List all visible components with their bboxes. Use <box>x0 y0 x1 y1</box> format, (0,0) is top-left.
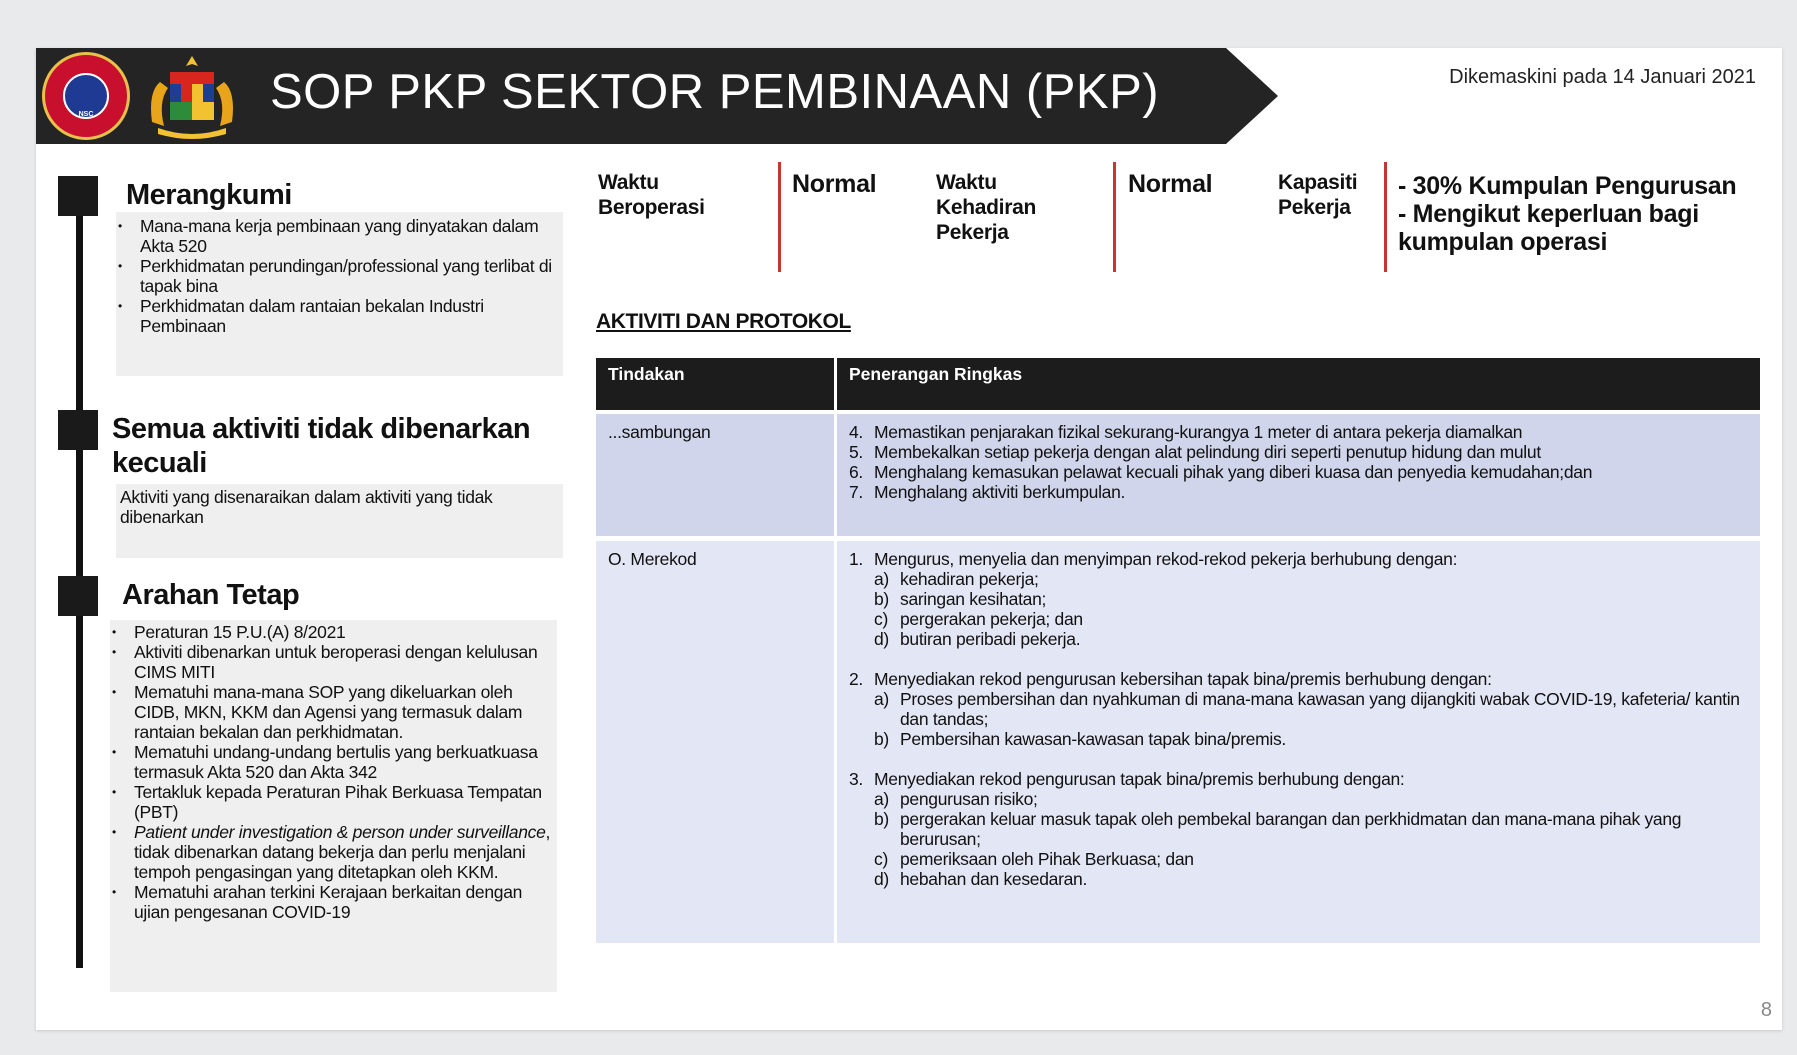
timeline-marker <box>58 576 98 616</box>
merangkumi-panel <box>116 212 563 376</box>
table-cell-action: ...sambungan <box>596 414 834 536</box>
kapasiti-pekerja-value <box>1398 172 1758 256</box>
divider <box>778 162 781 272</box>
sub-item: a) Proses pembersihan dan nyahkuman di mana-mana kawasan yang dijangkiti wabak COVID-19, kafeteria/ kantin dan tandas; <box>874 689 1740 729</box>
sub-item: a) pengurusan risiko; <box>874 789 1038 809</box>
slide <box>36 48 1782 1030</box>
italic-text: Patient under investigation & person under surveillance <box>134 822 546 842</box>
list-item-text: , tidak dibenarkan datang bekerja dan perlu menjalani tempoh pengasingan yang ditetapkan oleh KKM. <box>134 822 551 882</box>
nsc-logo-text: NSC <box>78 111 94 118</box>
sub-item: c) pemeriksaan oleh Pihak Berkuasa; dan <box>874 849 1194 869</box>
sub-item: a) kehadiran pekerja; <box>874 569 1039 589</box>
section-title-merangkumi: Merangkumi <box>126 179 292 211</box>
table-cell-description <box>837 541 1760 943</box>
banner-arrow <box>1226 48 1278 144</box>
timeline-marker <box>58 410 98 450</box>
table-cell-description <box>837 414 1760 536</box>
list-item: 6. Menghalang kemasukan pelawat kecuali pihak yang diberi kuasa dan penyedia kemudahan;dan <box>849 462 1593 482</box>
list-item: • Perkhidmatan perundingan/professional yang terlibat di tapak bina <box>116 256 563 296</box>
table-header-tindakan: Tindakan <box>596 358 834 410</box>
list-item: 1. Mengurus, menyelia dan menyimpan rekod-rekod pekerja berhubung dengan: a) kehadiran pekerja; b) saringan kesihatan; c) pergerakan pekerja; dan d) butiran peribadi pekerja. <box>849 549 1748 669</box>
list-item: • Mana-mana kerja pembinaan yang dinyatakan dalam Akta 520 <box>116 216 563 256</box>
sub-item: b) pergerakan keluar masuk tapak oleh pembekal barangan dan perkhidmatan dan mana-mana pihak yang berurusan; <box>874 809 1682 849</box>
list-item: • Mematuhi mana-mana SOP yang dikeluarkan oleh CIDB, MKN, KKM dan Agensi yang termasuk dalam rantaian bekalan dan perkhidmatan. <box>110 682 557 742</box>
page-title: SOP PKP SEKTOR PEMBINAAN (PKP) <box>270 65 1160 119</box>
sub-item: d) hebahan dan kesedaran. <box>874 869 1088 889</box>
updated-date: Dikemaskini pada 14 Januari 2021 <box>1449 66 1756 88</box>
sub-item: d) butiran peribadi pekerja. <box>874 629 1081 649</box>
list-item: 5. Membekalkan setiap pekerja dengan alat pelindung diri seperti penutup hidung dan mulut <box>849 442 1541 462</box>
table-cell-action: O. Merekod <box>596 541 834 943</box>
table-header-penerangan: Penerangan Ringkas <box>837 358 1760 410</box>
activities-title: AKTIVITI DAN PROTOKOL <box>596 310 851 333</box>
sub-item: b) Pembersihan kawasan-kawasan tapak bina/premis. <box>874 729 1286 749</box>
semua-aktiviti-panel <box>116 484 563 558</box>
waktu-kehadiran-value: Normal <box>1128 170 1213 198</box>
list-item: • Peraturan 15 P.U.(A) 8/2021 <box>110 622 557 642</box>
malaysia-coat-of-arms-logo <box>138 52 246 140</box>
arahan-tetap-panel <box>110 620 557 992</box>
section-title-arahan-tetap: Arahan Tetap <box>122 579 300 611</box>
timeline-marker <box>58 176 98 216</box>
list-item: 3. Menyediakan rekod pengurusan tapak bina/premis berhubung dengan: a) pengurusan risiko; b) pergerakan keluar masuk tapak oleh pembekal barangan dan perkhidmatan dan mana-mana pihak yang berurusan; c) pemeriksaan oleh Pihak Berkuasa; dan d) hebahan dan kesedaran. <box>849 769 1748 889</box>
list-item: • Aktiviti dibenarkan untuk beroperasi dengan kelulusan CIMS MITI <box>110 642 557 682</box>
list-item: 2. Menyediakan rekod pengurusan kebersihan tapak bina/premis berhubung dengan: a) Proses pembersihan dan nyahkuman di mana-mana kawasan yang dijangkiti wabak COVID-19, kafeteria/ kantin dan tandas; b) Pembersihan kawasan-kawasan tapak bina/premis. <box>849 669 1748 769</box>
list-item: 7. Menghalang aktiviti berkumpulan. <box>849 482 1126 502</box>
nsc-logo <box>42 52 130 140</box>
sub-item: c) pergerakan pekerja; dan <box>874 609 1083 629</box>
list-item: • Perkhidmatan dalam rantaian bekalan Industri Pembinaan <box>116 296 563 336</box>
list-item: • Tertakluk kepada Peraturan Pihak Berkuasa Tempatan (PBT) <box>110 782 557 822</box>
list-item: • Mematuhi undang-undang bertulis yang berkuatkuasa termasuk Akta 520 dan Akta 342 <box>110 742 557 782</box>
waktu-beroperasi-label: Waktu Beroperasi <box>598 171 705 219</box>
divider <box>1384 162 1387 272</box>
sub-item: b) saringan kesihatan; <box>874 589 1047 609</box>
kapasiti-pekerja-label: Kapasiti Pekerja <box>1278 171 1358 219</box>
section-title-semua-aktiviti: Semua aktiviti tidak dibenarkan kecuali <box>112 413 531 479</box>
kapasiti-line-2: - Mengikut keperluan bagi kumpulan operasi <box>1398 200 1699 256</box>
semua-aktiviti-text: Aktiviti yang disenaraikan dalam aktiviti yang tidak dibenarkan <box>120 487 493 527</box>
list-item <box>110 822 557 882</box>
kapasiti-line-1: - 30% Kumpulan Pengurusan <box>1398 172 1737 200</box>
waktu-beroperasi-value: Normal <box>792 170 877 198</box>
list-item: • Mematuhi arahan terkini Kerajaan berkaitan dengan ujian pengesanan COVID-19 <box>110 882 557 922</box>
list-item: 4. Memastikan penjarakan fizikal sekurang-kurangya 1 meter di antara pekerja diamalkan <box>849 422 1523 442</box>
header-banner <box>36 48 1226 144</box>
waktu-kehadiran-label: Waktu Kehadiran Pekerja <box>936 171 1036 244</box>
timeline-line <box>76 178 83 968</box>
page-number: 8 <box>1760 999 1772 1021</box>
divider <box>1113 162 1116 272</box>
